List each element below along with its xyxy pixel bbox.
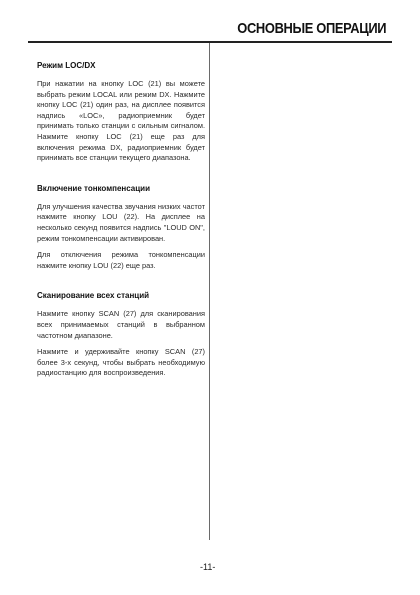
paragraph: При нажатии на кнопку LOC (21) вы можете выбрать режим LOCAL или режим DX. Нажмите кнопку LOC (21) один раз, на дисплее появится надпись «LOC», радиоприемник будет принимать только станции с сильным сигналом. Нажмите кнопку LOC (21) еще раз для включения режима DX, радиоприемник будет принимать все станции текущего диапазона. [37,79,205,163]
paragraph: Для улучшения качества звучания низких частот нажмите кнопку LOU (22). На дисплее на несколько секунд появится надпись "LOUD ON", режим тонкомпенсации активирован. [37,201,205,243]
column-divider [209,43,210,540]
page-header-title: ОСНОВНЫЕ ОПЕРАЦИИ [237,20,386,37]
text-column [37,61,205,399]
section-loc-dx [37,61,205,164]
section-title: Сканирование всех станций [37,291,150,301]
page-number: -11- [200,562,216,572]
section-title: Включение тонкомпенсации [37,183,150,193]
header-divider [28,41,392,43]
paragraph: Нажмите и удерживайте кнопку SCAN (27) более 3-х секунд, чтобы выбрать необходимую радиостанцию для воспроизведения. [37,347,205,378]
section-title: Режим LOC/DX [37,61,96,70]
section-scan [37,291,205,379]
paragraph: Для отключения режима тонкомпенсации нажмите кнопку LOU (22) еще раз. [37,250,205,270]
paragraph: Нажмите кнопку SCAN (27) для сканирования всех принимаемых станций в выбранном частотном диапазоне. [37,309,205,340]
section-loudness [37,184,205,272]
